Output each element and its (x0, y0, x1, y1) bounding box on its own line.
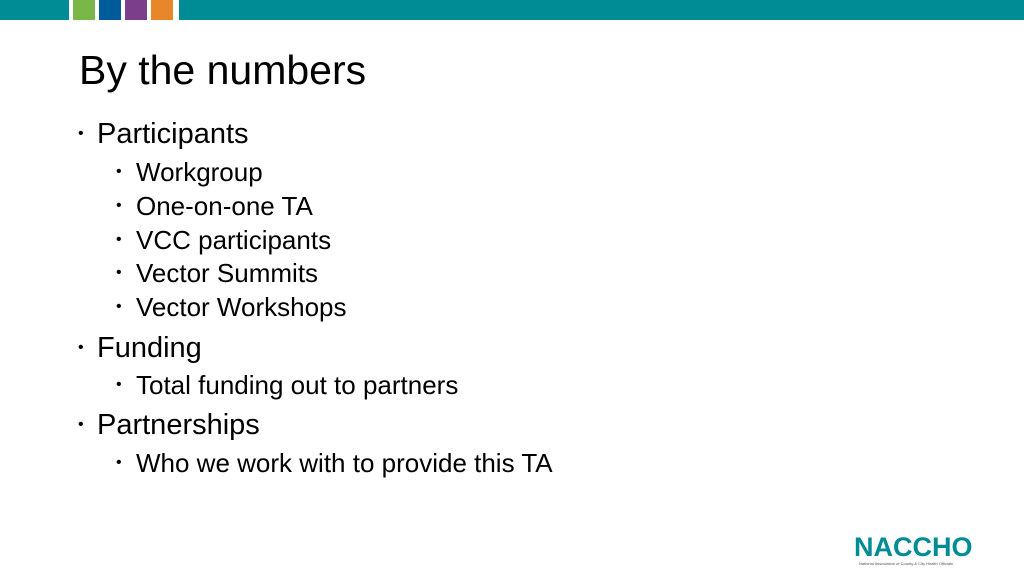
logo-wordmark: NACCHO (854, 532, 973, 562)
sub-bullet-label: One-on-one TA (136, 191, 313, 221)
bullet-label: Funding (97, 332, 202, 364)
bullet-label: Partnerships (97, 409, 260, 441)
sub-bullet-label: Workgroup (136, 157, 263, 187)
slide-title: By the numbers (79, 47, 367, 93)
bullet-label: Participants (97, 118, 249, 150)
bullet-list: • Participants • Workgroup • One-on-one TA • VCC participants • Vector Summits • Vector Workshops • Funding • Total funding out to partners • Partnerships • Who we work with to provide this TA (78, 118, 553, 478)
sub-bullet-label: Total funding out to partners (136, 370, 459, 400)
sub-bullet-label: VCC participants (136, 225, 332, 255)
sub-bullet-label: Vector Summits (136, 258, 319, 288)
sub-bullet-label: Vector Workshops (136, 292, 347, 322)
naccho-logo (854, 532, 973, 569)
logo-subtitle: National Association of County & City Health Officials (859, 561, 953, 566)
sub-bullet-label: Who we work with to provide this TA (136, 448, 553, 478)
